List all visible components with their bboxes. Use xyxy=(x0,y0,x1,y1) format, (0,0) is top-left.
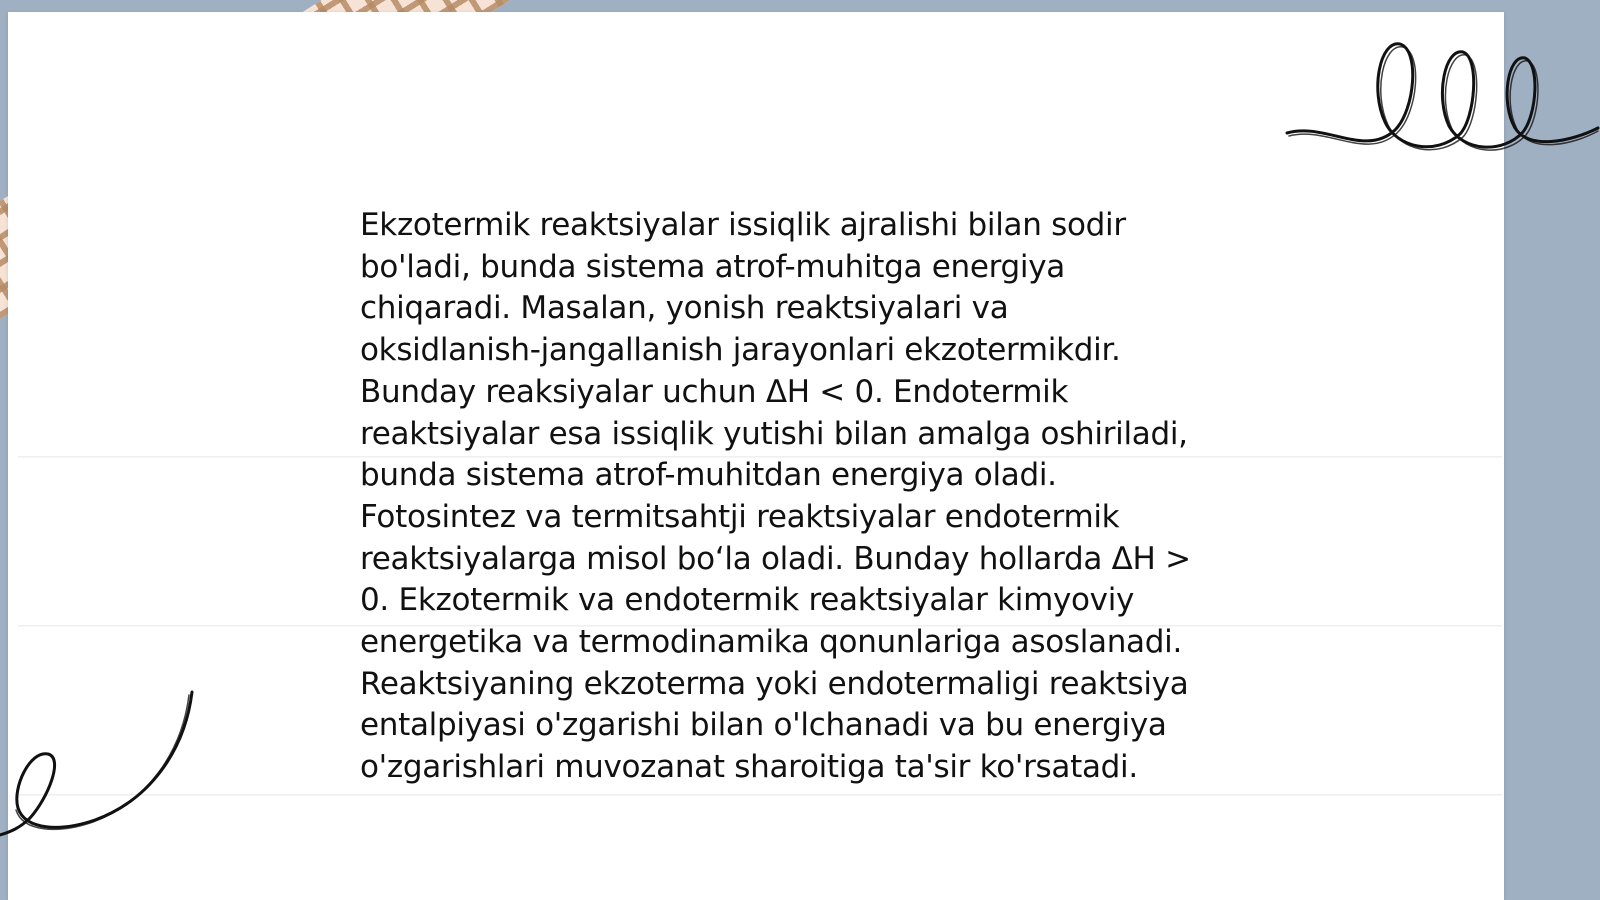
loop-squiggle-icon xyxy=(0,690,200,850)
fold-line xyxy=(18,794,1502,796)
triple-loop-squiggle-icon xyxy=(1285,30,1600,160)
body-paragraph: Ekzotermik reaktsiyalar issiqlik ajralishi bilan sodir bo'ladi, bunda sistema atrof-muhitga energiya chiqaradi. Masalan, yonish reaktsiyalari va oksidlanish-jangallanish jarayonlari ekzotermikdir. Bunday reaksiyalar uchun ΔH < 0. Endotermik reaktsiyalar esa issiqlik yutishi bilan amalga oshiriladi, bunda sistema atrof-muhitdan energiya oladi. Fotosintez va termitsahtji reaktsiyalar endotermik reaktsiyalarga misol bo‘la oladi. Bunday hollarda ΔH > 0. Ekzotermik va endotermik reaktsiyalar kimyoviy energetika va termodinamika qonunlariga asoslanadi. Reaktsiyaning ekzoterma yoki endotermaligi reaktsiya entalpiyasi o'zgarishi bilan o'lchanadi va bu energiya o'zgarishlari muvozanat sharoitiga ta'sir ko'rsatadi. xyxy=(360,207,1191,786)
